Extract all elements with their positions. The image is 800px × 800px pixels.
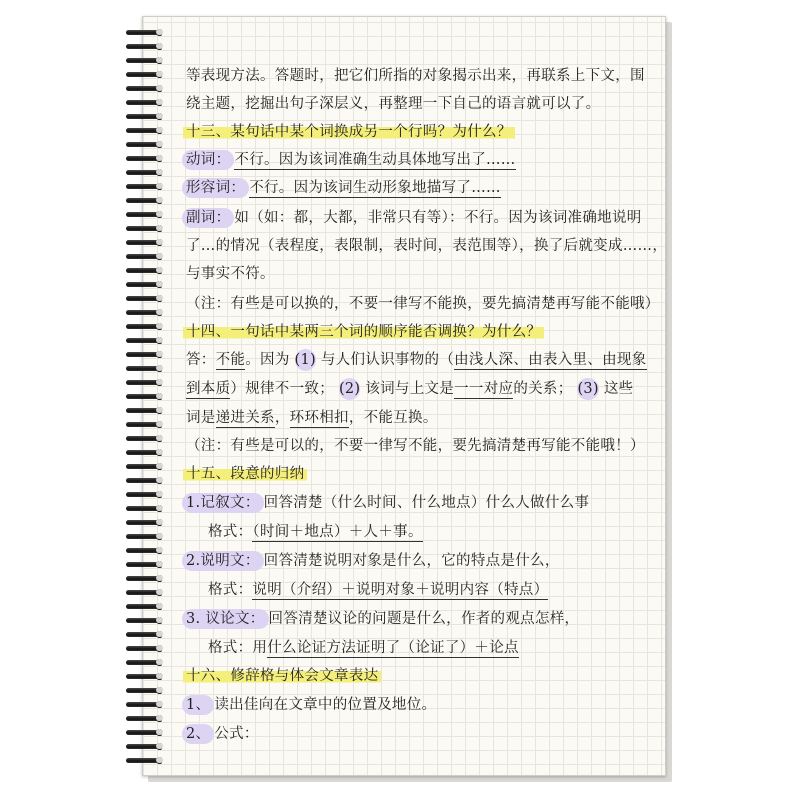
punch-hole [156, 757, 163, 763]
punch-hole [156, 225, 163, 231]
punch-hole [156, 645, 163, 651]
answer-text: 。因为 [245, 352, 290, 368]
punch-hole [156, 85, 163, 91]
punch-hole [156, 715, 163, 721]
verb-label: 动词： [182, 150, 234, 170]
spiral-ring [126, 114, 160, 119]
spiral-ring [126, 422, 160, 427]
punch-hole [156, 309, 163, 315]
yellow-highlight: 十四、一句话中某两三个词的顺序能否调换？为什么？ [183, 324, 544, 340]
spiral-ring [126, 44, 160, 49]
punch-hole [156, 743, 163, 749]
item-2-label: 2、 [182, 724, 214, 744]
spiral-ring [126, 268, 160, 273]
punch-hole [156, 267, 163, 273]
text-line: 等表现方法。答题时，把它们所指的对象揭示出来，再联系上下文，围 [186, 68, 645, 84]
spiral-ring [126, 184, 160, 189]
spiral-ring [126, 226, 160, 231]
spiral-binding [126, 30, 162, 774]
punch-hole [156, 337, 163, 343]
punch-hole [156, 127, 163, 133]
answer-no: 不能 [215, 352, 246, 368]
punch-hole [156, 281, 163, 287]
spiral-ring [126, 436, 160, 441]
format-text: 说明（介绍）＋说明对象＋说明内容（特点） [252, 582, 549, 598]
expository-line [186, 547, 560, 575]
spiral-ring [126, 646, 160, 651]
spiral-ring [126, 478, 160, 483]
text-line: 绕主题，挖掘出句子深层义，再整理一下自己的语言就可以了。 [186, 96, 601, 112]
spiral-ring [126, 590, 160, 595]
verb-line [186, 146, 516, 174]
verb-text: 不行。因为该词准确生动具体地写出了…… [234, 152, 516, 168]
punch-hole [156, 351, 163, 357]
punch-hole [156, 239, 163, 245]
format-label: 格式： [208, 640, 253, 656]
spiral-ring [126, 758, 160, 763]
yellow-highlight: 十五、段意的归纳 [183, 466, 307, 482]
punch-hole [156, 211, 163, 217]
spiral-ring [126, 58, 160, 63]
punch-hole [156, 323, 163, 329]
punch-hole [156, 575, 163, 581]
narrative-text: 回答清楚（什么时间、什么地点）什么人做什么事 [263, 495, 590, 511]
spiral-ring [126, 394, 160, 399]
punch-hole [156, 43, 163, 49]
punch-hole [156, 491, 163, 497]
spiral-ring [126, 100, 160, 105]
punch-hole [156, 141, 163, 147]
punch-hole [156, 547, 163, 553]
spiral-ring [126, 702, 160, 707]
punch-hole [156, 533, 163, 539]
spiral-ring [126, 506, 160, 511]
spiral-ring [126, 366, 160, 371]
adjective-line [186, 174, 501, 202]
answer-text: 该词与上文是 [365, 381, 455, 397]
spiral-ring [126, 744, 160, 749]
argumentative-format [186, 634, 519, 662]
spiral-ring [126, 128, 160, 133]
spiral-ring [126, 604, 160, 609]
narrative-line [186, 489, 589, 517]
answer-line-2 [186, 375, 633, 403]
answer-text: ）规律不一致； [230, 381, 335, 397]
narrative-format [186, 518, 423, 546]
answer-text: ， [274, 410, 290, 426]
spiral-ring [126, 72, 160, 77]
note-14: （注：有些是可以的，不要一律写不能，要先搞清楚再写能不能哦！） [186, 438, 645, 454]
punch-hole [156, 617, 163, 623]
item-1-text: 读出佳向在文章中的位置及地位。 [214, 697, 437, 713]
punch-hole [156, 29, 163, 35]
text-line: 了…的情况（表程度，表限制，表时间，表范围等），换了后就变成……， [186, 238, 668, 254]
argumentative-line [186, 605, 579, 633]
answer-text: ，不能互换。 [348, 410, 438, 426]
spiral-ring [126, 618, 160, 623]
spiral-ring [126, 352, 160, 357]
spiral-ring [126, 338, 160, 343]
spiral-ring [126, 30, 160, 35]
punch-hole [156, 701, 163, 707]
punch-hole [156, 505, 163, 511]
answer-line-3 [186, 404, 438, 432]
punch-hole [156, 687, 163, 693]
spiral-ring [126, 142, 160, 147]
punch-hole [156, 393, 163, 399]
punch-hole [156, 463, 163, 469]
spiral-ring [126, 730, 160, 735]
underlined-phrase: 由浅人深、由表入里、由现象 [454, 352, 647, 368]
spiral-ring [126, 380, 160, 385]
circled-number-3: (3) [577, 378, 598, 400]
spiral-ring [126, 86, 160, 91]
spiral-ring [126, 324, 160, 329]
adverb-text: 如（如：都，大都，非常只有等）：不行。因为该词准确地说明 [234, 210, 642, 226]
argumentative-label: 3. 议论文： [182, 609, 269, 629]
spiral-ring [126, 674, 160, 679]
spiral-ring [126, 492, 160, 497]
spiral-ring [126, 534, 160, 539]
spiral-ring [126, 310, 160, 315]
format-label: 格式： [208, 524, 253, 540]
punch-hole [156, 379, 163, 385]
underlined-phrase: 递进关系 [215, 410, 275, 426]
punch-hole [156, 589, 163, 595]
punch-hole [156, 631, 163, 637]
answer-text: 这些 [603, 381, 634, 397]
punch-hole [156, 477, 163, 483]
punch-hole [156, 519, 163, 525]
format-text: 用 [252, 640, 268, 656]
answer-text: 的关系； [513, 381, 573, 397]
circled-number-1: (1) [295, 349, 316, 371]
answer-line-1 [186, 346, 647, 374]
punch-hole [156, 155, 163, 161]
spiral-ring [126, 450, 160, 455]
punch-hole [156, 295, 163, 301]
format-label: 格式： [208, 582, 253, 598]
expository-format [186, 576, 548, 604]
punch-hole [156, 365, 163, 371]
punch-hole [156, 435, 163, 441]
adjective-text: 不行。因为该词生动形象地描写了…… [249, 180, 501, 196]
spiral-ring [126, 212, 160, 217]
spiral-ring [126, 170, 160, 175]
underlined-phrase: 一一对应 [454, 381, 514, 397]
item-1 [186, 691, 436, 719]
spiral-ring [126, 548, 160, 553]
section-16-heading [186, 662, 381, 690]
format-text: 什么论证方法证明了（论证了）＋论点 [267, 640, 519, 656]
punch-hole [156, 71, 163, 77]
punch-hole [156, 253, 163, 259]
item-2-text: 公式： [214, 726, 259, 742]
spiral-ring [126, 254, 160, 259]
text-line: 与事实不符。 [186, 266, 275, 282]
argumentative-text: 回答清楚议论的问题是什么，作者的观点怎样， [268, 611, 580, 627]
answer-text: 与人们认识事物的（ [320, 352, 455, 368]
spiral-ring [126, 282, 160, 287]
adjective-label: 形容词： [182, 178, 249, 198]
item-1-label: 1、 [182, 695, 214, 715]
spiral-ring [126, 562, 160, 567]
spiral-ring [126, 520, 160, 525]
punch-hole [156, 407, 163, 413]
punch-hole [156, 673, 163, 679]
punch-hole [156, 183, 163, 189]
spiral-ring [126, 240, 160, 245]
punch-hole [156, 603, 163, 609]
adverb-label: 副词： [182, 208, 234, 228]
punch-hole [156, 659, 163, 665]
note-13: （注：有些是可以换的，不要一律写不能换，要先搞清楚再写能不能哦） [186, 296, 660, 312]
punch-hole [156, 421, 163, 427]
spiral-ring [126, 156, 160, 161]
section-15-heading [186, 460, 307, 488]
spiral-ring [126, 716, 160, 721]
expository-label: 2.说明文： [182, 551, 264, 571]
item-2 [186, 720, 259, 748]
circled-number-2: (2) [339, 378, 360, 400]
spiral-ring [126, 576, 160, 581]
expository-text: 回答清楚说明对象是什么，它的特点是什么， [263, 553, 560, 569]
underlined-phrase: 到本质 [186, 381, 231, 397]
spiral-ring [126, 296, 160, 301]
narrative-label: 1.记叙文： [182, 493, 264, 513]
spiral-ring [126, 408, 160, 413]
spiral-ring [126, 464, 160, 469]
spiral-ring [126, 632, 160, 637]
yellow-highlight: 十三、某句话中某个词换成另一个行吗？为什么？ [183, 124, 515, 140]
answer-label: 答： [186, 352, 216, 368]
punch-hole [156, 449, 163, 455]
spiral-ring [126, 688, 160, 693]
punch-hole [156, 561, 163, 567]
section-13-heading [186, 118, 515, 146]
punch-hole [156, 169, 163, 175]
format-text: （时间＋地点）＋人＋事。 [252, 524, 423, 540]
punch-hole [156, 99, 163, 105]
spiral-ring [126, 198, 160, 203]
adverb-line [186, 204, 642, 232]
underlined-phrase: 环环相扣 [289, 410, 349, 426]
punch-hole [156, 57, 163, 63]
punch-hole [156, 113, 163, 119]
answer-text: 词是 [186, 410, 216, 426]
section-14-heading [186, 318, 544, 346]
yellow-highlight: 十六、修辞格与体会文章表达 [183, 668, 381, 684]
punch-hole [156, 729, 163, 735]
spiral-ring [126, 660, 160, 665]
punch-hole [156, 197, 163, 203]
